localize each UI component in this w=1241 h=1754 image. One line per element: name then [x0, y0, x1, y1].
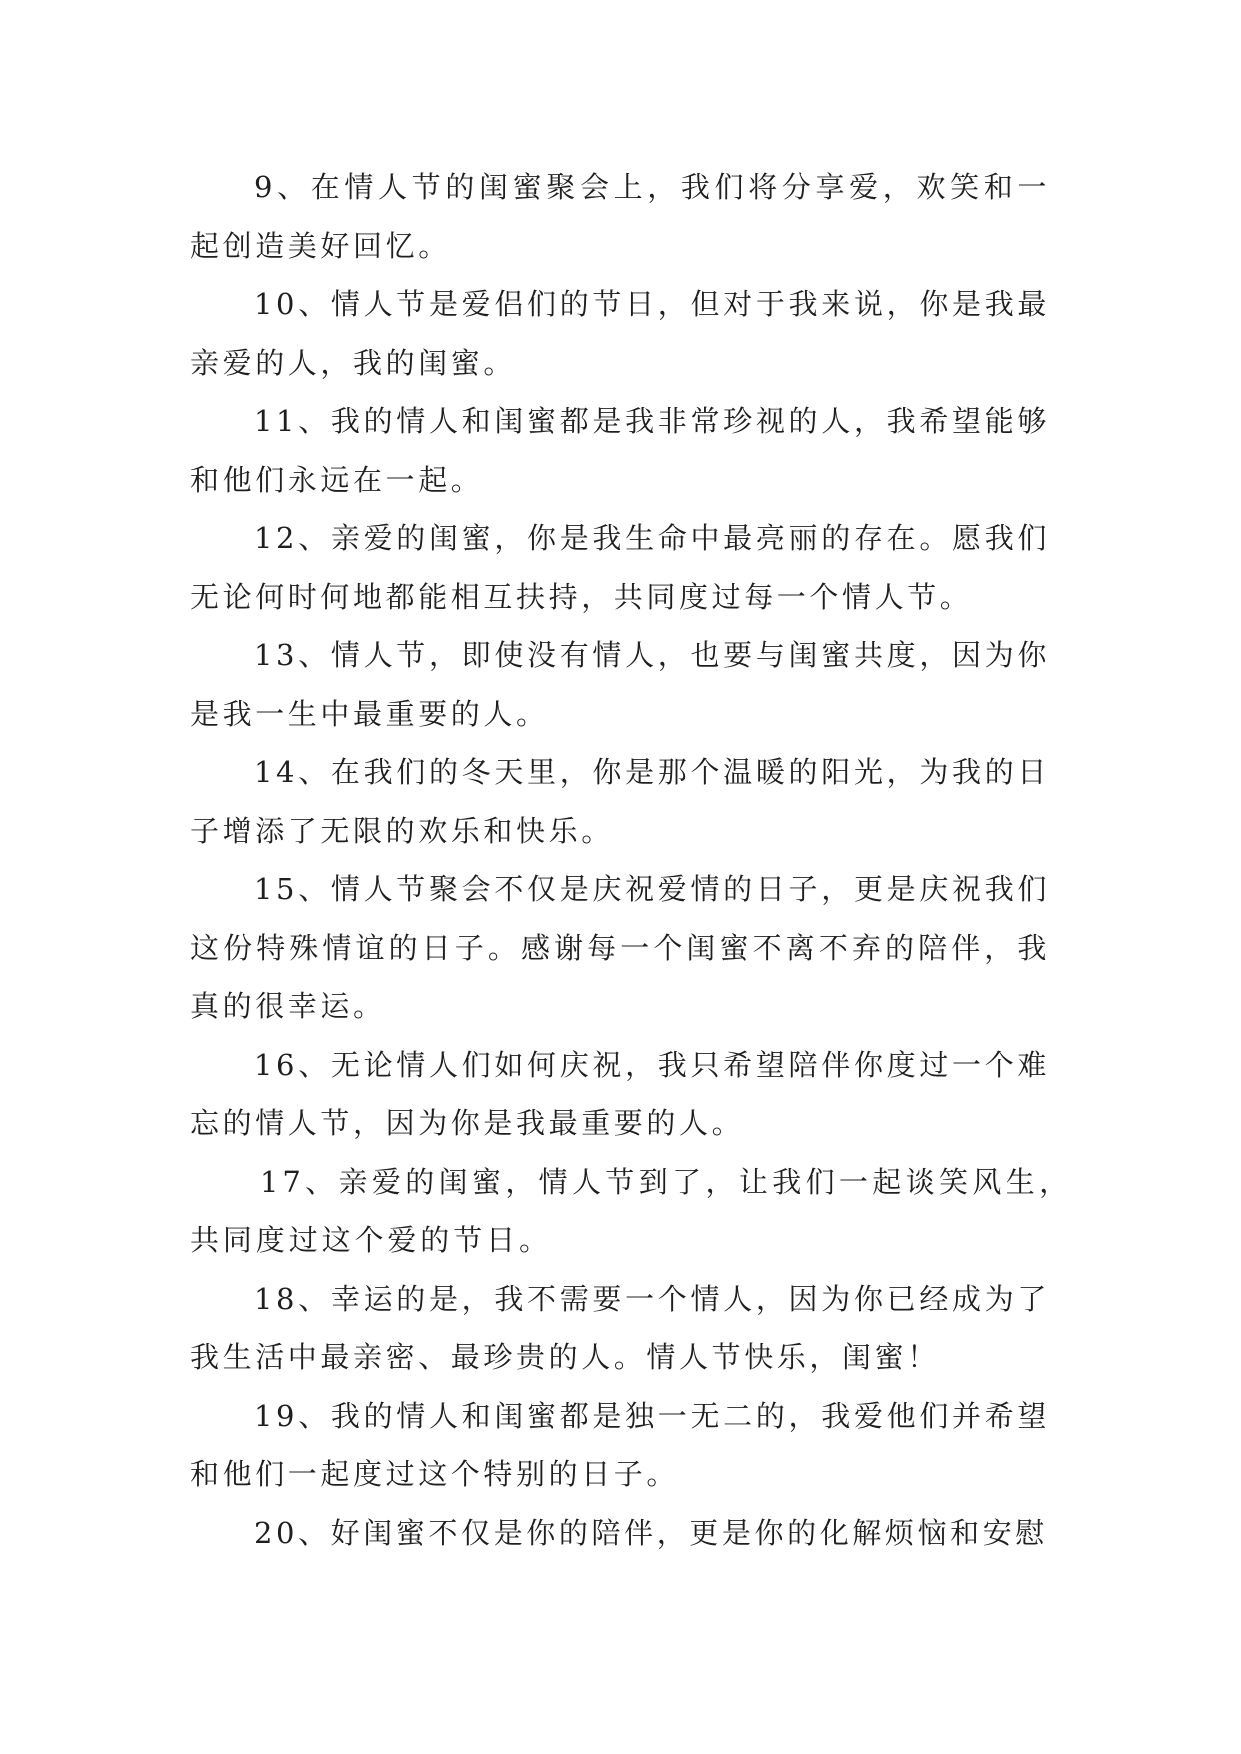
paragraph-9: 9、在情人节的闺蜜聚会上，我们将分享爱，欢笑和一起创造美好回忆。 — [190, 170, 1050, 263]
paragraph-15: 15、情人节聚会不仅是庆祝爱情的日子，更是庆祝我们这份特殊情谊的日子。感谢每一个闺蜜不离不弃的陪伴，我真的很幸运。 — [190, 872, 1050, 1023]
document-body — [190, 158, 1072, 1562]
paragraph-20: 20、好闺蜜不仅是你的陪伴，更是你的化解烦恼和安慰 — [254, 1515, 1048, 1550]
paragraph-14: 14、在我们的冬天里，你是那个温暖的阳光，为我的日子增添了无限的欢乐和快乐。 — [190, 755, 1050, 848]
paragraph-10: 10、情人节是爱侣们的节日，但对于我来说，你是我最亲爱的人，我的闺蜜。 — [190, 287, 1050, 380]
paragraph-12: 12、亲爱的闺蜜，你是我生命中最亮丽的存在。愿我们无论何时何地都能相互扶持，共同度过每一个情人节。 — [190, 521, 1050, 614]
paragraph-18: 18、幸运的是，我不需要一个情人，因为你已经成为了我生活中最亲密、最珍贵的人。情人节快乐，闺蜜！ — [190, 1281, 1050, 1374]
paragraph-17: 17、亲爱的闺蜜，情人节到了，让我们一起谈笑风生，共同度过这个爱的节日。 — [190, 1164, 1072, 1257]
paragraph-13: 13、情人节，即使没有情人，也要与闺蜜共度，因为你是我一生中最重要的人。 — [190, 638, 1050, 731]
paragraph-19: 19、我的情人和闺蜜都是独一无二的，我爱他们并希望和他们一起度过这个特别的日子。 — [190, 1398, 1050, 1491]
paragraph-16: 16、无论情人们如何庆祝，我只希望陪伴你度过一个难忘的情人节，因为你是我最重要的人。 — [190, 1047, 1050, 1140]
paragraph-11: 11、我的情人和闺蜜都是我非常珍视的人，我希望能够和他们永远在一起。 — [190, 404, 1050, 497]
